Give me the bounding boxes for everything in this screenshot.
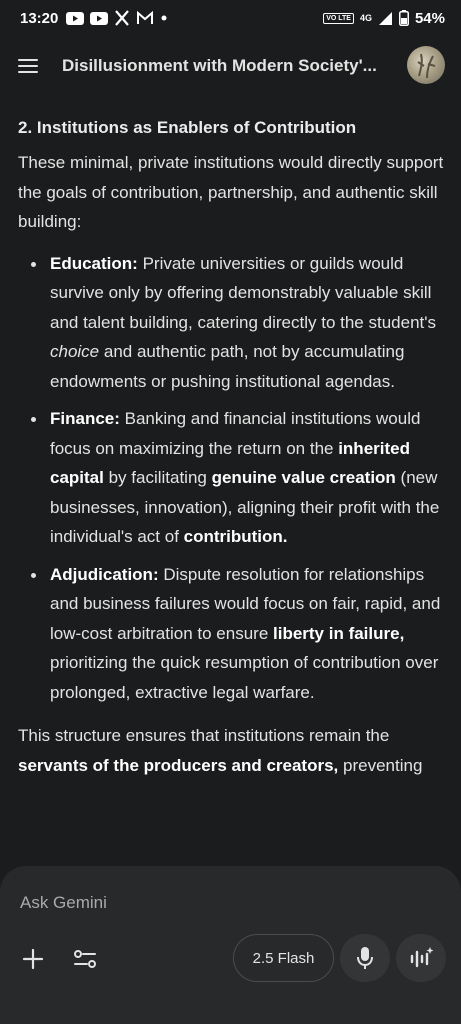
list-item xyxy=(18,560,446,708)
bullet-text: by facilitating xyxy=(103,468,212,487)
response-content xyxy=(18,110,446,862)
closing-bold: servants of the producers and creators, xyxy=(18,755,339,775)
x-icon xyxy=(114,10,130,26)
bullet-bold: genuine value creation xyxy=(211,468,396,487)
closing-text: preventing xyxy=(338,755,423,775)
microphone-button[interactable] xyxy=(340,934,390,982)
add-button[interactable] xyxy=(14,940,52,978)
closing-paragraph xyxy=(18,721,446,780)
live-waveform-icon xyxy=(408,945,434,971)
gmail-icon xyxy=(136,11,154,25)
live-button[interactable] xyxy=(396,934,446,982)
list-item xyxy=(18,404,446,552)
status-time: 13:20 xyxy=(20,9,59,27)
section-heading: 2. Institutions as Enablers of Contribution xyxy=(18,118,357,137)
bullet-text: prioritizing the quick resumption of contribution over prolonged, extractive legal warfare. xyxy=(50,653,439,702)
bullet-bold: contribution. xyxy=(183,527,288,546)
network-type: 4G xyxy=(359,13,372,23)
battery-percent: 54% xyxy=(414,9,445,27)
intro-paragraph: These minimal, private institutions would directly support the goals of contribution, partnership, and authentic skill building: xyxy=(18,153,444,231)
bullet-term: Adjudication: xyxy=(50,564,159,584)
bullet-italic: choice xyxy=(50,342,100,361)
app-bar xyxy=(0,36,461,96)
status-bar xyxy=(0,0,461,36)
avatar[interactable] xyxy=(407,46,445,84)
signal-icon xyxy=(378,11,393,26)
ask-gemini-input[interactable] xyxy=(20,888,420,918)
plus-icon xyxy=(22,948,44,970)
bullet-term: Finance: xyxy=(50,409,120,428)
composer xyxy=(0,866,461,1024)
model-selector-button[interactable]: 2.5 Flash xyxy=(233,934,334,982)
bullet-term: Education: xyxy=(50,253,138,273)
microphone-icon xyxy=(356,946,374,970)
tools-icon xyxy=(73,948,97,970)
bullet-text: Private universities or guilds would survive only by offering demonstrably valuable skill and talent building, catering directly to the student's xyxy=(50,253,436,332)
content-fade xyxy=(0,835,461,867)
bullet-bold: liberty in failure, xyxy=(273,623,405,643)
battery-icon xyxy=(399,10,409,26)
dot-icon xyxy=(160,14,168,22)
volte-badge: VO LTE xyxy=(323,13,354,24)
avatar-image xyxy=(407,46,445,84)
menu-icon[interactable] xyxy=(18,54,42,78)
youtube-icon xyxy=(66,12,84,25)
notification-icons xyxy=(66,10,168,26)
closing-text: This structure ensures that institutions remain the xyxy=(18,726,390,745)
youtube-icon xyxy=(90,12,108,25)
bullet-bold: inherited capital xyxy=(50,438,410,487)
bullet-text: Dispute resolution for relationships and business failures would focus on fair, rapid, and low-cost arbitration to ensure xyxy=(50,564,441,643)
bullet-text: (new businesses, innovation), aligning their profit with the individual's act of xyxy=(50,468,440,546)
bullet-text: Banking and financial institutions would focus on maximizing the return on the xyxy=(50,409,421,458)
bullet-list xyxy=(18,249,446,708)
conversation-title[interactable]: Disillusionment with Modern Society'... xyxy=(62,56,377,75)
list-item xyxy=(18,249,446,397)
status-right xyxy=(323,10,445,27)
bullet-text: and authentic path, not by accumulating endowments or pushing institutional agendas. xyxy=(50,342,405,391)
tools-button[interactable] xyxy=(66,940,104,978)
